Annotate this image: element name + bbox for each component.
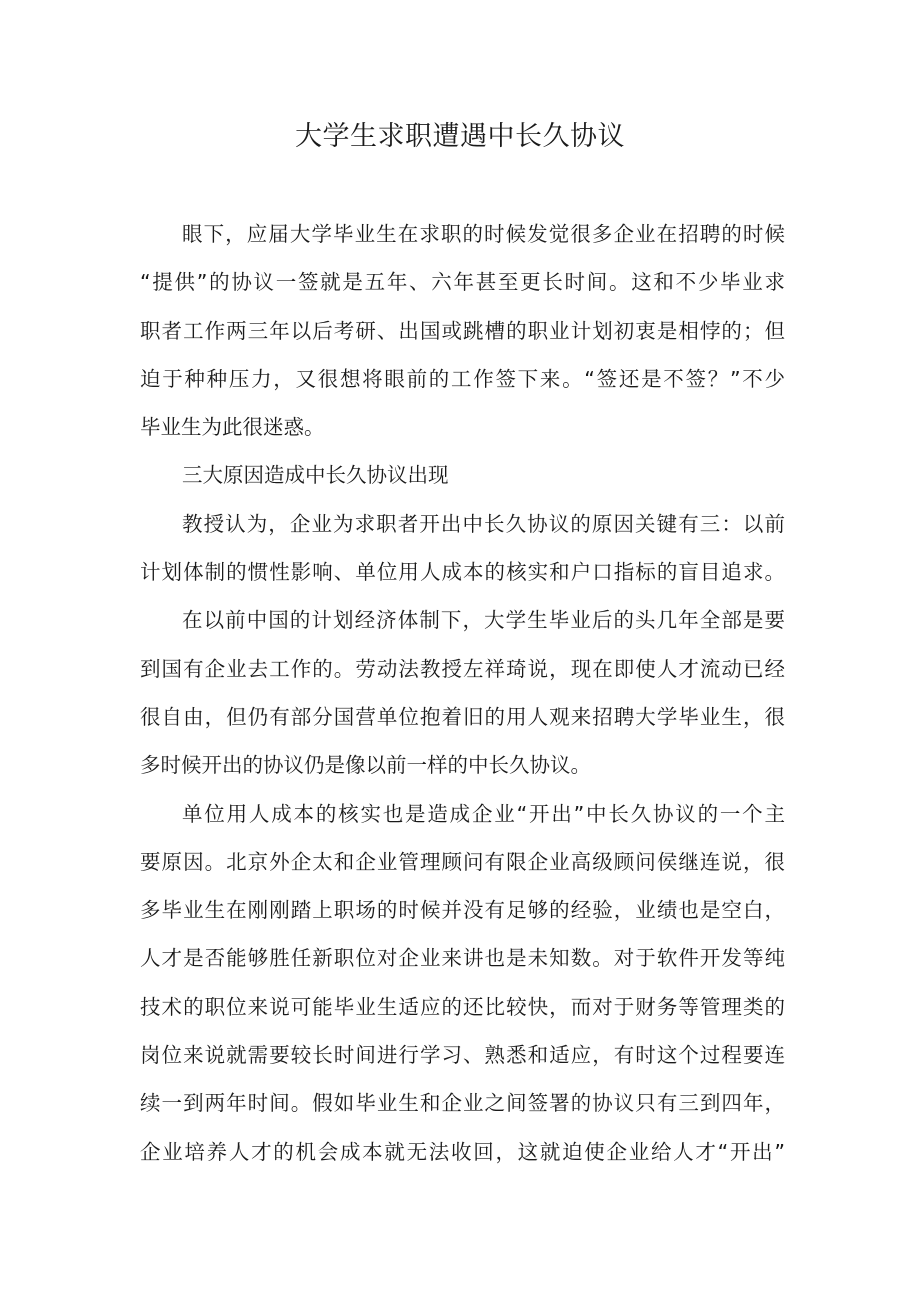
paragraph-line: 教授认为，企业为求职者开出中长久协议的原因关键有三：以前 bbox=[182, 511, 785, 536]
paragraph-line: 岗位来说就需要较长时间进行学习、熟悉和适应，有时这个过程要连 bbox=[140, 1043, 785, 1068]
paragraph-line: 计划体制的惯性影响、单位用人成本的核实和户口指标的盲目追求。 bbox=[140, 560, 785, 585]
section-heading: 三大原因造成中长久协议出现 bbox=[182, 463, 449, 488]
paragraph-line: 眼下，应届大学毕业生在求职的时候发觉很多企业在招聘的时候 bbox=[182, 222, 785, 246]
paragraph-line: 续一到两年时间。假如毕业生和企业之间签署的协议只有三到四年， bbox=[140, 1091, 785, 1116]
document-title: 大学生求职遭遇中长久协议 bbox=[295, 121, 625, 152]
document-body bbox=[140, 210, 785, 1176]
paragraph-line: “提供”的协议一签就是五年、六年甚至更长时间。这和不少毕业求 bbox=[140, 270, 785, 295]
paragraph-line: 企业培养人才的机会成本就无法收回，这就迫使企业给人才“开出” bbox=[140, 1139, 785, 1164]
paragraph-line: 到国有企业去工作的。劳动法教授左祥琦说，现在即使人才流动已经 bbox=[140, 656, 785, 681]
paragraph-line: 技术的职位来说可能毕业生适应的还比较快，而对于财务等管理类的 bbox=[140, 994, 785, 1019]
paragraph-line: 要原因。北京外企太和企业管理顾问有限企业高级顾问侯继连说，很 bbox=[140, 849, 785, 874]
paragraph-line: 单位用人成本的核实也是造成企业“开出”中长久协议的一个主 bbox=[182, 801, 785, 826]
paragraph-line: 多毕业生在刚刚踏上职场的时候并没有足够的经验，业绩也是空白， bbox=[140, 898, 785, 923]
paragraph-line: 人才是否能够胜任新职位对企业来讲也是未知数。对于软件开发等纯 bbox=[140, 946, 785, 971]
paragraph-line: 在以前中国的计划经济体制下，大学生毕业后的头几年全部是要 bbox=[182, 608, 785, 633]
paragraph-line: 职者工作两三年以后考研、出国或跳槽的职业计划初衷是相悖的；但 bbox=[140, 318, 785, 343]
paragraph-line: 迫于种种压力，又很想将眼前的工作签下来。“签还是不签？”不少 bbox=[140, 366, 785, 391]
paragraph-line: 毕业生为此很迷惑。 bbox=[140, 415, 325, 440]
paragraph-line: 多时候开出的协议仍是像以前一样的中长久协议。 bbox=[140, 753, 591, 778]
paragraph-line: 很自由，但仍有部分国营单位抱着旧的用人观来招聘大学毕业生，很 bbox=[140, 704, 785, 729]
